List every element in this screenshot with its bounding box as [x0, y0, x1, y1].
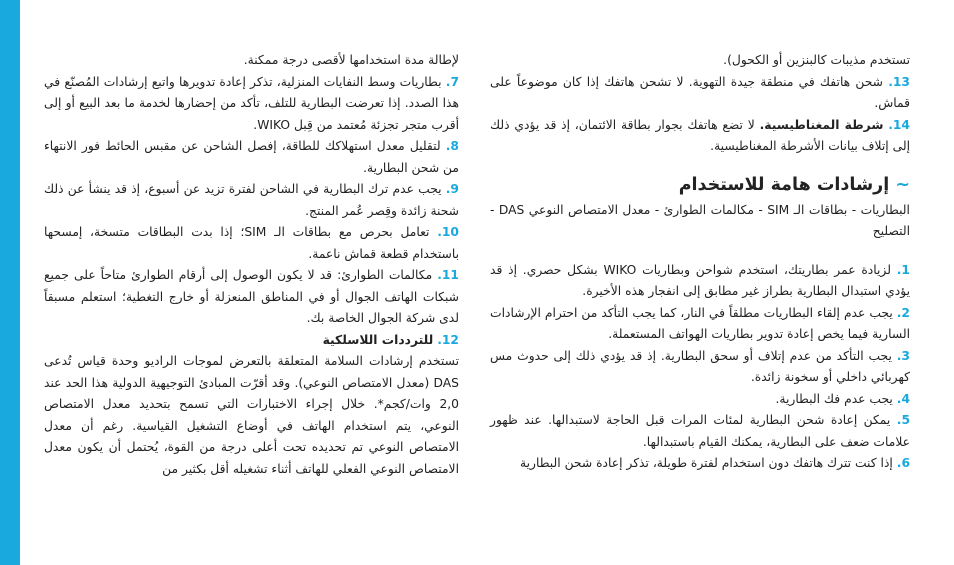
item-2: 2. يجب عدم إلقاء البطاريات مطلقاً في النار، كما يجب التأكد من احترام الإرشادات السارية فيما يخص إعادة تدوير بطاريات الهواتف المستعملة. — [490, 305, 910, 341]
sar-paragraph: تستخدم إرشادات السلامة المتعلقة بالتعرض لموجات الراديو وحدة قياس تُدعى DAS (معدل الامتصاص النوعي). وقد أقرّت المبادئ التوجيهية الدولية هذا الحد عند 2,0 وات/كجم*. خلال إجراء الاختبارات التي تسمح بتحديد معدل الامتصاص النوعي، يتم استخدام الهاتف في أوضاع التشغيل القياسية. رغم أن معدل الامتصاص النوعي تم تحديده تحت أعلى درجة من القوة، يُحتمل أن يكون معدل الامتصاص النوعي الفعلي للهاتف أثناء تشغيله أقل بكثير من — [44, 354, 459, 476]
item-5: 5. يمكن إعادة شحن البطارية لمئات المرات قبل الحاجة لاستبدالها. عند ظهور علامات ضعف على البطارية، يمكنك القيام باستبدالها. — [490, 413, 910, 449]
item-4: 4. يجب عدم فك البطارية. — [775, 391, 910, 406]
item-7: 7. بطاريات وسط النفايات المنزلية، تذكر إعادة تدويرها واتبع إرشادات المُصنّع في هذا الصدد. إذا تعرضت البطارية للتلف، تأكد من إحضارها لخدمة ما بعد البيع أو إلى أقرب متجر تجزئة مُعتمد من قِبل WIKO. — [44, 74, 459, 132]
right-column — [490, 50, 910, 475]
item-3: 3. يجب التأكد من عدم إتلاف أو سحق البطارية. إذ قد يؤدي ذلك إلى حدوث مس كهربائي داخلي أو سخونة زائدة. — [490, 348, 910, 384]
section-subtitle: البطاريات - بطاقات الـ SIM - مكالمات الطوارئ - معدل الامتصاص النوعي DAS - التصليح — [490, 202, 910, 238]
item-6: 6. إذا كنت تترك هاتفك دون استخدام لفترة طويلة، تذكر إعادة شحن البطارية — [520, 456, 910, 470]
item-14: 14. شرطة المغناطيسية. لا تضع هاتفك بجوار بطاقة الائتمان، إذ قد يؤدي ذلك إلى إتلاف بيانات الأشرطة المغناطيسية. — [490, 117, 910, 153]
section-heading: ~ إرشادات هامة للاستخدام — [678, 174, 910, 195]
item-12: 12. للترددات اللاسلكية — [322, 332, 459, 347]
item-11: 11. مكالمات الطوارئ: قد لا يكون الوصول إلى أرقام الطوارئ متاحاً على جميع شبكات الهاتف الجوال أو في المناطق المنعزلة أو خارج التغطية؛ استعلم مسبقاً لدى شركة الجوال الخاصة بك. — [44, 268, 459, 325]
left-column — [44, 50, 459, 480]
item-8: 8. لتقليل معدل استهلاكك للطاقة، إفصل الشاحن عن مقبس الحائط فور الانتهاء من شحن البطارية. — [44, 139, 459, 175]
left-intro-line: لإطالة مدة استخدامها لأقصى درجة ممكنة. — [243, 53, 459, 67]
tilde-icon: ~ — [895, 174, 910, 195]
item-10: 10. تعامل بحرص مع بطاقات الـ SIM؛ إذا بدت البطاقات متسخة، إمسحها باستخدام قطعة قماش ناعمة. — [44, 225, 459, 261]
item-13: 13. شحن هاتفك في منطقة جيدة التهوية. لا تشحن هاتفك إذا كان موضوعاً على قماش. — [490, 74, 910, 110]
item-9: 9. يجب عدم ترك البطارية في الشاحن لفترة تزيد عن أسبوع، إذ قد ينشأ عن ذلك شحنة زائدة وقِصر عُمر المنتج. — [44, 182, 459, 218]
item-1: 1. لزيادة عمر بطاريتك، استخدم شواحن وبطاريات WIKO بشكل حصري. إذ قد يؤدي استبدال البطارية بطراز غير مطابق إلى انفجار هذه الأخيرة. — [490, 262, 910, 298]
side-accent-bar — [0, 0, 20, 565]
right-intro-line: تستخدم مذيبات كالبنزين أو الكحول). — [723, 53, 910, 67]
